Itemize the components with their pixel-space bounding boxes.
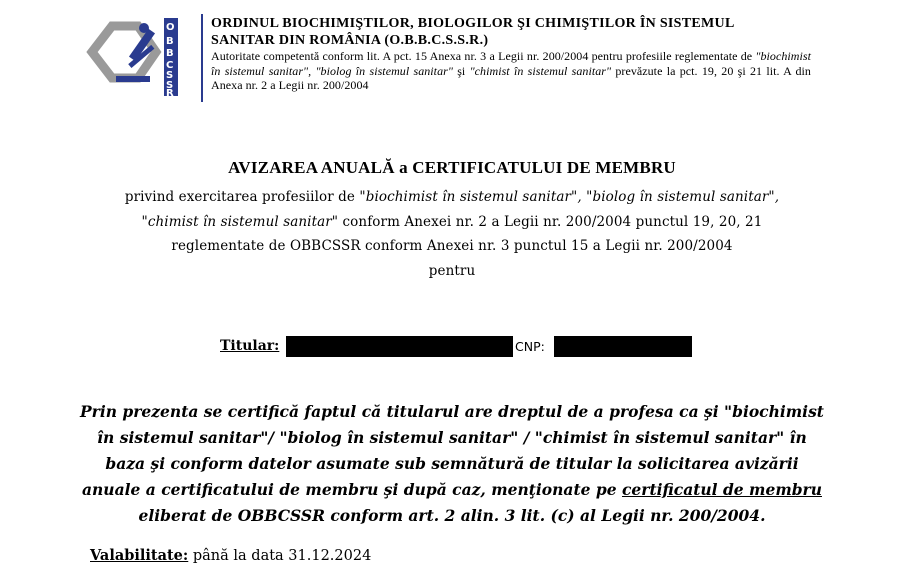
certificate-link: certificatul de membru [621, 480, 822, 499]
titular-label: Titular: [220, 338, 280, 354]
logo [86, 14, 196, 100]
cnp-value-redacted [554, 336, 692, 357]
svg-text:R: R [166, 88, 174, 99]
organization-subtitle: Autoritate competentă conform lit. A pct. 15 Anexa nr. 3 a Legii nr. 200/2004 pentru profesiile reglementate de "biochimist în sistemul sanitar", "biolog în sistemul sanitar" şi "chimist în sistemul sanitar" prevăzute la pct. 19, 20 şi 21 lit. A din Anexa nr. 2 a Legii nr. 200/2004 [211, 49, 811, 92]
header [211, 15, 811, 93]
titular-name-redacted [286, 336, 513, 357]
titular-row [0, 336, 904, 358]
obbcssr-logo-icon [86, 14, 196, 100]
validity [90, 547, 371, 564]
certification-statement: Prin prezenta se certifică faptul că titularul are dreptul de a profesa ca şi "biochimist în sistemul sanitar"/ "biolog în sistemul sanitar" / "chimist în sistemul sanitar" în baza şi conform datelor asumate sub semnătură de titular la solicitarea avizării anuale a certificatului de membru şi după caz, menţionate pe certificatul de membru eliberat de OBBCSSR conform art. 2 alin. 3 lit. (c) al Legii nr. 200/2004. [80, 402, 824, 525]
validity-value: până la data 31.12.2024 [192, 548, 372, 564]
svg-text:S: S [166, 80, 174, 91]
svg-text:C: C [166, 60, 174, 71]
cnp-label: CNP: [515, 339, 545, 354]
organization-title: ORDINUL BIOCHIMIŞTILOR, BIOLOGILOR ŞI CHIMIŞTILOR ÎN SISTEMUL SANITAR DIN ROMÂNIA (O.B.B.C.S.S.R.) [211, 16, 735, 48]
header-divider [201, 14, 203, 102]
svg-text:S: S [166, 70, 174, 81]
document-intro: privind exercitarea profesiilor de "biochimist în sistemul sanitar", "biolog în sistemul sanitar", "chimist în sistemul sanitar" conform Anexei nr. 2 a Legii nr. 200/2004 punctul 19, 20, 21 reglementate de OBBCSSR conform Anexei nr. 3 punctul 15 a Legii nr. 200/2004 pentru [124, 189, 780, 279]
document-title: AVIZAREA ANUALĂ a CERTIFICATULUI DE MEMBRU [228, 158, 676, 177]
svg-text:B: B [166, 36, 174, 47]
svg-text:B: B [166, 48, 174, 59]
logo-text: O [166, 22, 175, 33]
validity-label: Valabilitate: [90, 547, 189, 564]
